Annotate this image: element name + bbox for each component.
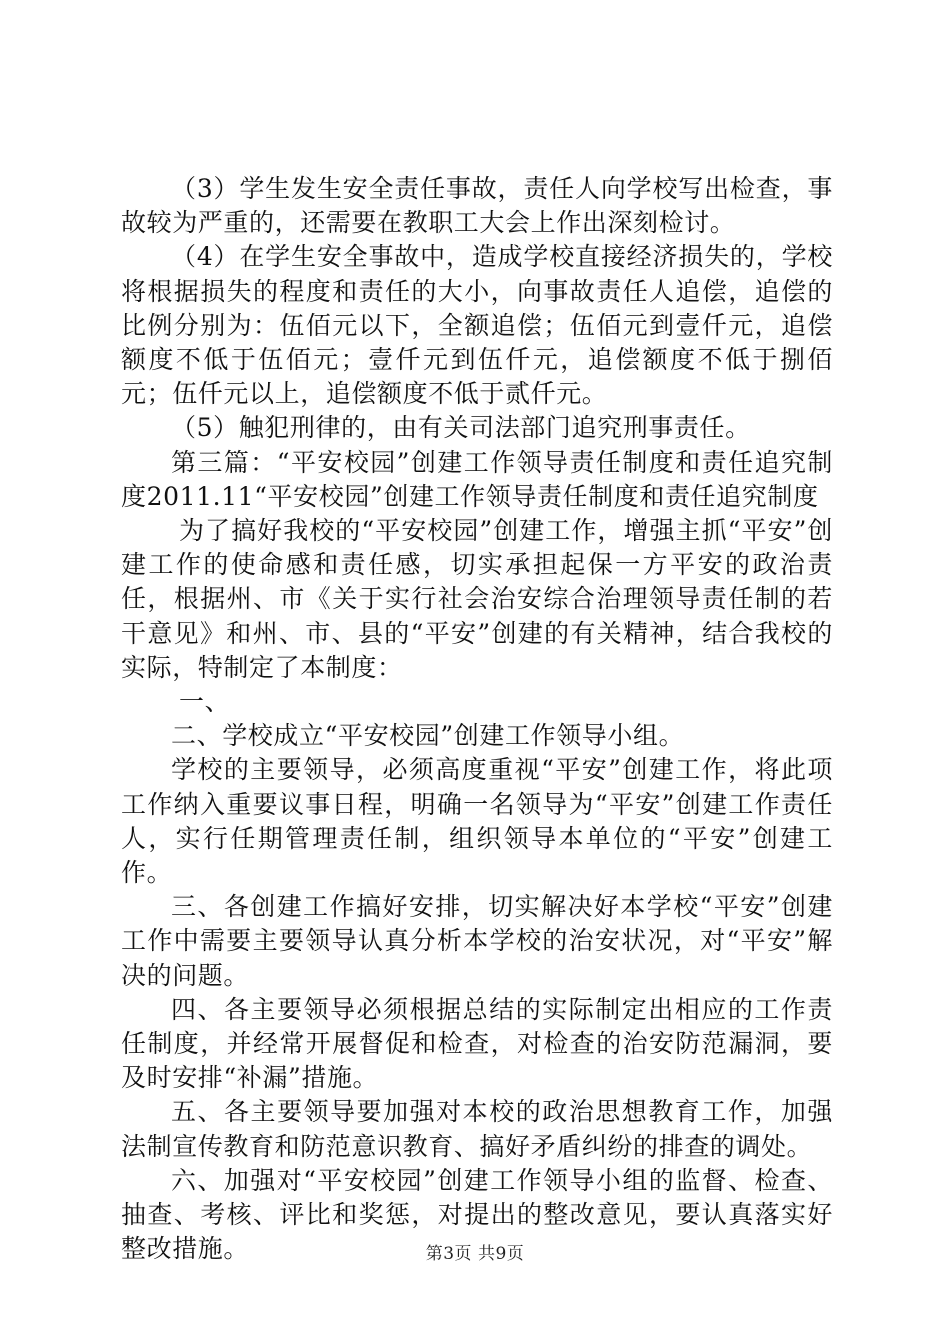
paragraph-intro: 为了搞好我校的“平安校园”创建工作，增强主抓“平安”创建工作的使命感和责任感，切实承担起保一方平安的政治责任，根据州、市《关于实行社会治安综合治理领导责任制的若干意见》和州、市、县的“平安”创建的有关精神，结合我校的实际，特制定了本制度： bbox=[121, 516, 833, 682]
paragraph-item-5: 五、各主要领导要加强对本校的政治思想教育工作，加强法制宣传教育和防范意识教育、搞好矛盾纠纷的排查的调处。 bbox=[121, 1097, 833, 1161]
document-body bbox=[121, 172, 833, 1267]
paragraph-clause-3: （3）学生发生安全责任事故，责任人向学校写出检查，事故较为严重的，还需要在教职工大会上作出深刻检讨。 bbox=[121, 174, 833, 238]
paragraph-item-6: 六、加强对“平安校园”创建工作领导小组的监督、检查、抽查、考核、评比和奖惩，对提出的整改意见，要认真落实好整改措施。 bbox=[121, 1165, 833, 1264]
paragraph-item-2-body: 学校的主要领导，必须高度重视“平安”创建工作，将此项工作纳入重要议事日程，明确一名领导为“平安”创建工作责任人，实行任期管理责任制，组织领导本单位的“平安”创建工作。 bbox=[121, 755, 833, 888]
paragraph-item-2: 二、学校成立“平安校园”创建工作领导小组。 bbox=[171, 721, 685, 751]
paragraph-clause-4: （4）在学生安全事故中，造成学校直接经济损失的，学校将根据损失的程度和责任的大小，向事故责任人追偿，追偿的比例分别为：伍佰元以下，全额追偿；伍佰元到壹仟元，追偿额度不低于伍佰元；壹仟元到伍仟元，追偿额度不低于捌佰元；伍仟元以上，追偿额度不低于贰仟元。 bbox=[121, 242, 833, 409]
paragraph-item-1: 一、 bbox=[179, 687, 231, 717]
paragraph-item-4: 四、各主要领导必须根据总结的实际制定出相应的工作责任制度，并经常开展督促和检查，对检查的治安防范漏洞，要及时安排“补漏”措施。 bbox=[121, 994, 833, 1093]
page-number: 第3页 共9页 bbox=[425, 1244, 525, 1264]
paragraph-clause-5: （5）触犯刑律的，由有关司法部门追究刑事责任。 bbox=[171, 413, 751, 443]
paragraph-item-3: 三、各创建工作搞好安排，切实解决好本学校“平安”创建工作中需要主要领导认真分析本学校的治安状况，对“平安”解决的问题。 bbox=[121, 892, 833, 990]
section-heading: 第三篇：“平安校园”创建工作领导责任制度和责任追究制度2011.11“平安校园”创建工作领导责任制度和责任追究制度 bbox=[121, 447, 833, 511]
